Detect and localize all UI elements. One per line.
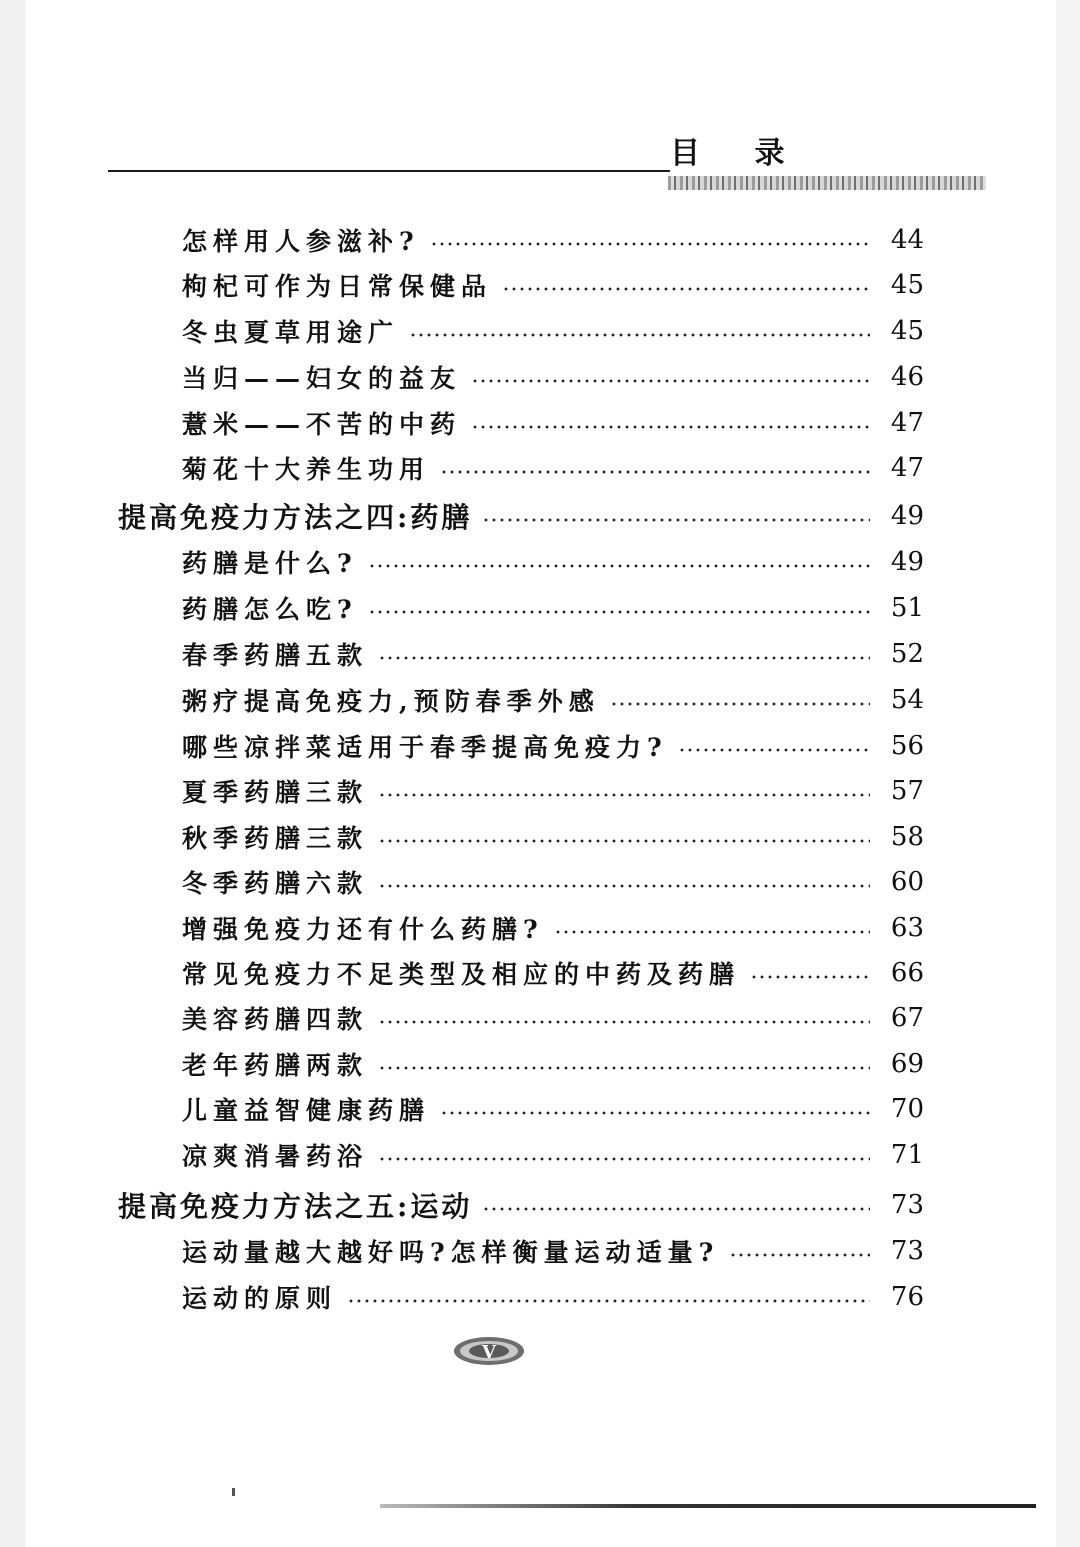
toc-entry-title: 增强免疫力还有什么药膳? [182,915,544,944]
toc-entry [182,726,924,766]
toc-entry-title: 粥疗提高免疫力,预防春季外感 [182,687,600,716]
dot-leader [610,702,870,706]
toc-entry-title: 常见免疫力不足类型及相应的中药及药膳 [182,960,741,989]
toc-entry-title: 夏季药膳三款 [182,778,369,807]
toc-entry-title: 凉爽消暑药浴 [182,1142,369,1171]
toc-page-number: 52 [890,639,924,669]
toc-entry [182,1135,924,1175]
dot-leader [440,470,870,474]
toc-entry-title: 冬季药膳六款 [182,869,369,898]
toc-page-number: 73 [890,1190,924,1220]
toc-entry-title: 秋季药膳三款 [182,824,369,853]
dot-leader [378,839,870,843]
dot-leader [678,748,870,752]
dot-leader [482,1207,870,1211]
toc-entry-title: 提高免疫力方法之四:药膳 [118,501,473,534]
toc-page-number: 47 [890,453,924,483]
dot-leader [378,884,870,888]
toc-entry-title: 冬虫夏草用途广 [182,318,400,347]
dot-leader [471,425,870,429]
dot-leader [347,1299,870,1303]
toc-page-number: 47 [890,408,924,438]
toc-page-number: 51 [890,593,924,623]
toc-page-number: 67 [890,1003,924,1033]
toc-page-number: 76 [890,1282,924,1312]
toc-entry-title: 提高免疫力方法之五:运动 [118,1190,473,1223]
page-folio-ornament [452,1334,526,1368]
toc-page-number: 60 [890,867,924,897]
toc-entry [182,908,924,948]
dot-leader [729,1253,870,1257]
dot-leader [409,333,870,337]
toc-page-number: 56 [890,731,924,761]
scan-speck [232,1488,235,1496]
toc-page-number: 46 [890,362,924,392]
toc-entry-title: 枸杞可作为日常保健品 [182,272,493,301]
dot-leader [750,975,870,979]
toc-entry [182,1231,924,1271]
toc-entry [182,588,924,628]
dot-leader [378,656,870,660]
dot-leader [378,1066,870,1070]
toc-entry [182,817,924,857]
toc-page-number: 57 [890,776,924,806]
toc-entry [182,1089,924,1129]
toc-entry [182,265,924,305]
toc-entry [182,357,924,397]
dot-leader [430,242,870,246]
dot-leader [378,1020,870,1024]
page-folio-number: V [482,1342,496,1363]
toc-entry [182,771,924,811]
toc-page-number: 44 [890,225,924,255]
toc-page-number: 71 [890,1140,924,1170]
toc-entry-title: 药膳是什么? [182,549,358,578]
toc-entry-title: 薏米——不苦的中药 [182,410,462,439]
toc-page-number: 45 [890,316,924,346]
dot-leader [471,379,870,383]
toc-page-number: 73 [890,1236,924,1266]
toc-entry-title: 药膳怎么吃? [182,595,358,624]
toc-entry [182,998,924,1038]
toc-page-number: 54 [890,685,924,715]
toc-entry [182,220,924,260]
toc-entry [182,403,924,443]
toc-entry-title: 哪些凉拌菜适用于春季提高免疫力? [182,733,668,762]
bottom-scan-rule [380,1504,1036,1508]
toc-page-number: 70 [890,1094,924,1124]
toc-entry-title: 菊花十大养生功用 [182,455,431,484]
dot-leader [378,793,870,797]
toc-entry [182,1044,924,1084]
toc-entry [182,680,924,720]
toc-entry-title: 春季药膳五款 [182,641,369,670]
dot-leader [368,610,870,614]
toc-page-number: 63 [890,913,924,943]
running-header-title: 目 录 [670,136,807,171]
toc-entry-title: 老年药膳两款 [182,1051,369,1080]
toc-page-number: 58 [890,822,924,852]
toc-entry [182,311,924,351]
toc-page-number: 49 [890,501,924,531]
toc-entry-title: 儿童益智健康药膳 [182,1096,431,1125]
toc-section-entry [118,496,924,536]
toc-entry-title: 当归——妇女的益友 [182,364,462,393]
toc-entry-title: 怎样用人参滋补? [182,227,420,256]
toc-entry-title: 运动的原则 [182,1284,338,1313]
toc-entry [182,634,924,674]
toc-page-number: 66 [890,958,924,988]
toc-entry [182,542,924,582]
toc-entry [182,1277,924,1317]
toc-section-entry [118,1185,924,1225]
dot-leader [440,1111,870,1115]
toc-page-number: 49 [890,547,924,577]
toc-entry-title: 运动量越大越好吗?怎样衡量运动适量? [182,1238,720,1267]
dot-leader [482,518,870,522]
dot-leader [502,287,870,291]
toc-entry-title: 美容药膳四款 [182,1005,369,1034]
toc-page-number: 45 [890,270,924,300]
toc-entry [182,862,924,902]
dot-leader [554,930,870,934]
toc-page-number: 69 [890,1049,924,1079]
toc-entry [182,448,924,488]
dot-leader [368,564,870,568]
dot-leader [378,1157,870,1161]
toc-entry [182,953,924,993]
